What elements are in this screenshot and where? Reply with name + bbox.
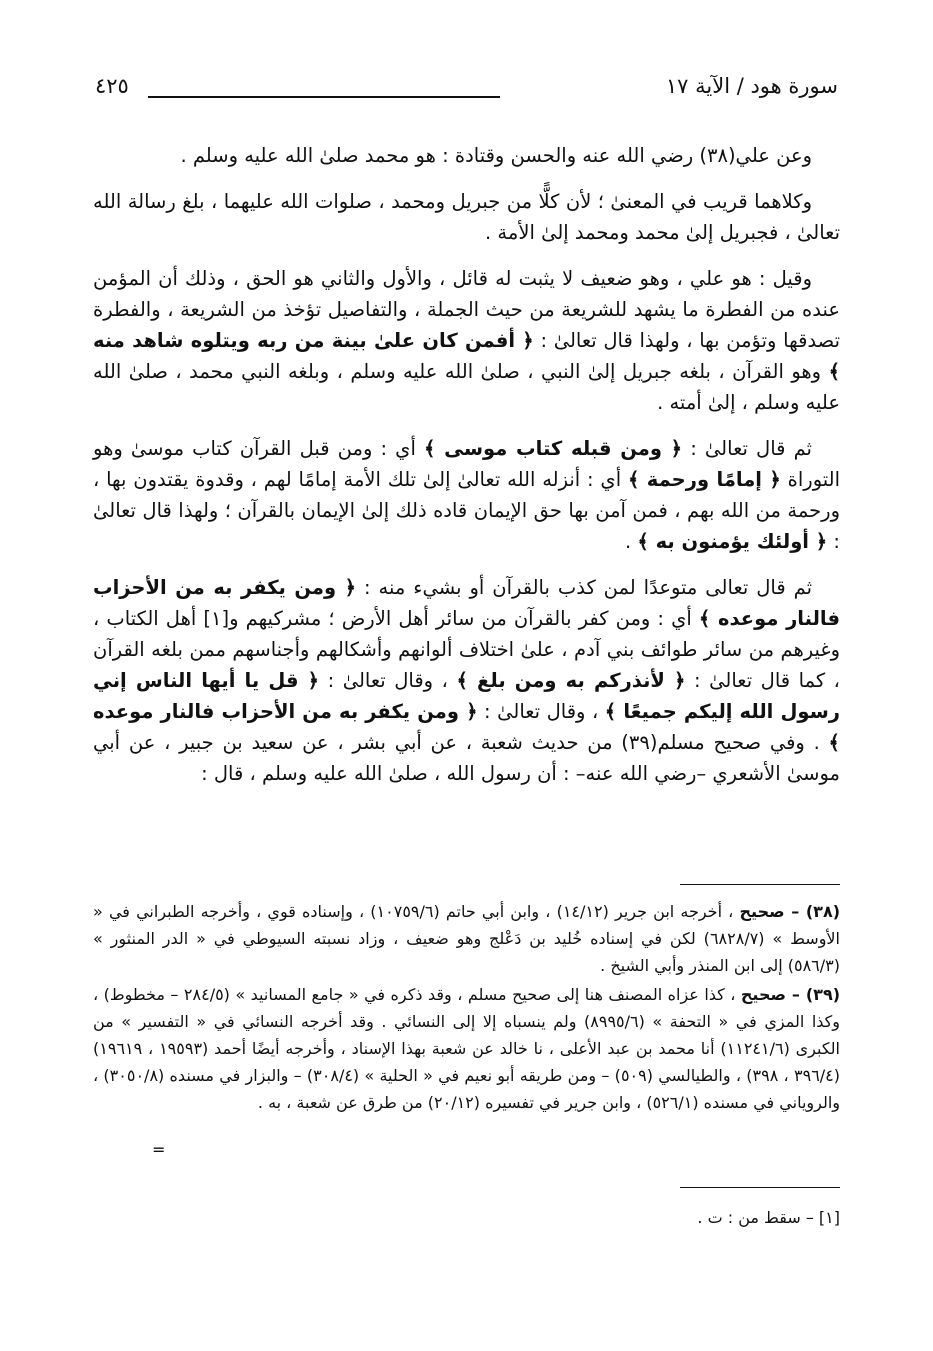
note-rule (680, 1187, 840, 1188)
text-segment: . (624, 530, 632, 553)
quran-quote: ﴿ ومن قبله كتاب موسى ﴾ (424, 437, 683, 460)
quran-quote: ﴿ ومن يكفر به من الأحزاب فالنار موعده ﴾ (93, 700, 840, 754)
paragraph-5 (93, 572, 840, 789)
quran-quote: ﴿ قل يا أيها الناس إني رسول الله إليكم جميعًا ﴾ (93, 669, 841, 723)
text-segment: أي : أنزله الله تعالىٰ إلىٰ تلك الأمة إمامًا لهم ، وقدوة يقتدون بها ، ورحمة من الله بهم ، فمن آمن بها حق الإيمان قاده ذلك إلىٰ الإيمان بالقرآن ؛ ولهذا قال تعالىٰ : (93, 468, 840, 553)
footnote-text: ، أخرجه ابن جرير (١٤/١٢) ، وابن أبي حاتم (١٠٧٥٩/٦) ، وإسناده قوي ، وأخرجه الطبراني في « الأوسط » (٦٨٢٨/٧) لكن في إسناده خُليد بن دَعْلج وهو ضعيف ، وزاد نسبته السيوطي في « الدر المنثور » (٥٨٦/٣) إلى ابن المنذر وأبي الشيخ . (93, 902, 841, 975)
text-segment: وقيل : هو علي ، وهو ضعيف لا يثبت له قائل ، والأول والثاني هو الحق ، وذلك أن المؤمن عنده من الفطرة ما يشهد للشريعة من حيث الجملة ، والتفاصيل تؤخذ من الشريعة ، والفطرة تصدقها وتؤمن بها ، ولهذا قال تعالىٰ : (93, 267, 840, 352)
text-segment: ثم قال تعالى متوعدًا لمن كذب بالقرآن أو بشيء منه : (364, 576, 812, 599)
quran-quote: ﴿ ومن يكفر به من الأحزاب فالنار موعده ﴾ (93, 576, 841, 630)
text-segment: ، وقال تعالىٰ : (484, 700, 599, 723)
footnote-38 (93, 898, 840, 979)
paragraph-3 (93, 263, 840, 418)
footnote-label: (٣٩) – صحيح (740, 985, 841, 1004)
paragraph-4 (93, 433, 840, 557)
main-text (93, 140, 840, 804)
editor-note: [١] – سقط من : ت . (697, 1208, 840, 1227)
running-header-title: سورة هود / الآية ١٧ (665, 74, 838, 98)
footnote-39 (93, 981, 840, 1116)
footnote-rule (680, 884, 840, 885)
text-segment: أي : ومن قبل القرآن كتاب موسىٰ وهو التوراة (93, 437, 841, 491)
continuation-mark: = (152, 1140, 166, 1159)
footnote-label: (٣٨) – صحيح (739, 902, 841, 921)
footnote-text: ، كذا عزاه المصنف هنا إلى صحيح مسلم ، وقد ذكره في « جامع المسانيد » (٢٨٤/٥ – مخطوط) ، وكذا المزي في « التحفة » (٨٩٩٥/٦) ولم ينسباه إلا إلى النسائي . وقد أخرجه النسائي في « التفسير » من الكبرى (١١٢٤١/٦) أنا محمد بن عبد الأعلى ، نا خالد عن شعبة بهذا الإسناد ، وأخرجه أيضًا أحمد (١٩٥٩٣ ، ١٩٦١٩) (٣٩٦/٤ ، ٣٩٨) ، والطيالسي (٥٠٩) – ومن طريقه أبو نعيم في « الحلية » (٣٠٨/٤) – والبزار في مسنده (٣٠٥٠/٨) ، والروياني في مسنده (٥٢٦/١) ، وابن جرير في تفسيره (٢٠/١٢) من طرق عن شعبة ، به . (93, 985, 841, 1112)
paragraph-1: وعن علي(٣٨) رضي الله عنه والحسن وقتادة : هو محمد صلىٰ الله عليه وسلم . (180, 144, 812, 167)
quran-quote: ﴿ أولئك يؤمنون به ﴾ (637, 530, 828, 553)
footnotes (93, 898, 840, 1118)
header-rule (148, 96, 500, 98)
quran-quote: ﴿ إمامًا ورحمة ﴾ (627, 468, 781, 491)
quran-quote: ﴿ لأنذركم به ومن بلغ ﴾ (456, 669, 686, 692)
quran-quote: ﴿ أفمن كان علىٰ بينة من ربه ويتلوه شاهد منه ﴾ (93, 329, 840, 383)
text-segment: أي : ومن كفر بالقرآن من سائر أهل الأرض ؛ مشركيهم و[١] أهل الكتاب ، وغيرهم من سائر طوائف بني آدم ، علىٰ اختلاف ألوانهم وأشكالهم وأجناسهم ممن بلغه القرآن ، كما قال تعالىٰ : (93, 607, 840, 692)
text-segment: . وفي صحيح مسلم(٣٩) من حديث شعبة ، عن أبي بشر ، عن سعيد بن جبير ، عن أبي موسىٰ الأشعري –رضي الله عنه– : أن رسول الله ، صلىٰ الله عليه وسلم ، قال : (93, 731, 840, 785)
text-segment: وهو القرآن ، بلغه جبريل إلىٰ النبي ، صلىٰ الله عليه وسلم ، وبلغه النبي محمد ، صلىٰ الله عليه وسلم ، إلىٰ أمته . (93, 360, 840, 414)
text-segment: ، وقال تعالىٰ : (327, 669, 448, 692)
page-number: ٤٢٥ (95, 74, 129, 98)
text-segment: ثم قال تعالىٰ : (690, 437, 812, 460)
paragraph-2: وكلاهما قريب في المعنىٰ ؛ لأن كلًّا من جبريل ومحمد ، صلوات الله عليهما ، بلغ رسالة الله تعالىٰ ، فجبريل إلىٰ محمد ومحمد إلىٰ الأمة . (93, 190, 840, 244)
